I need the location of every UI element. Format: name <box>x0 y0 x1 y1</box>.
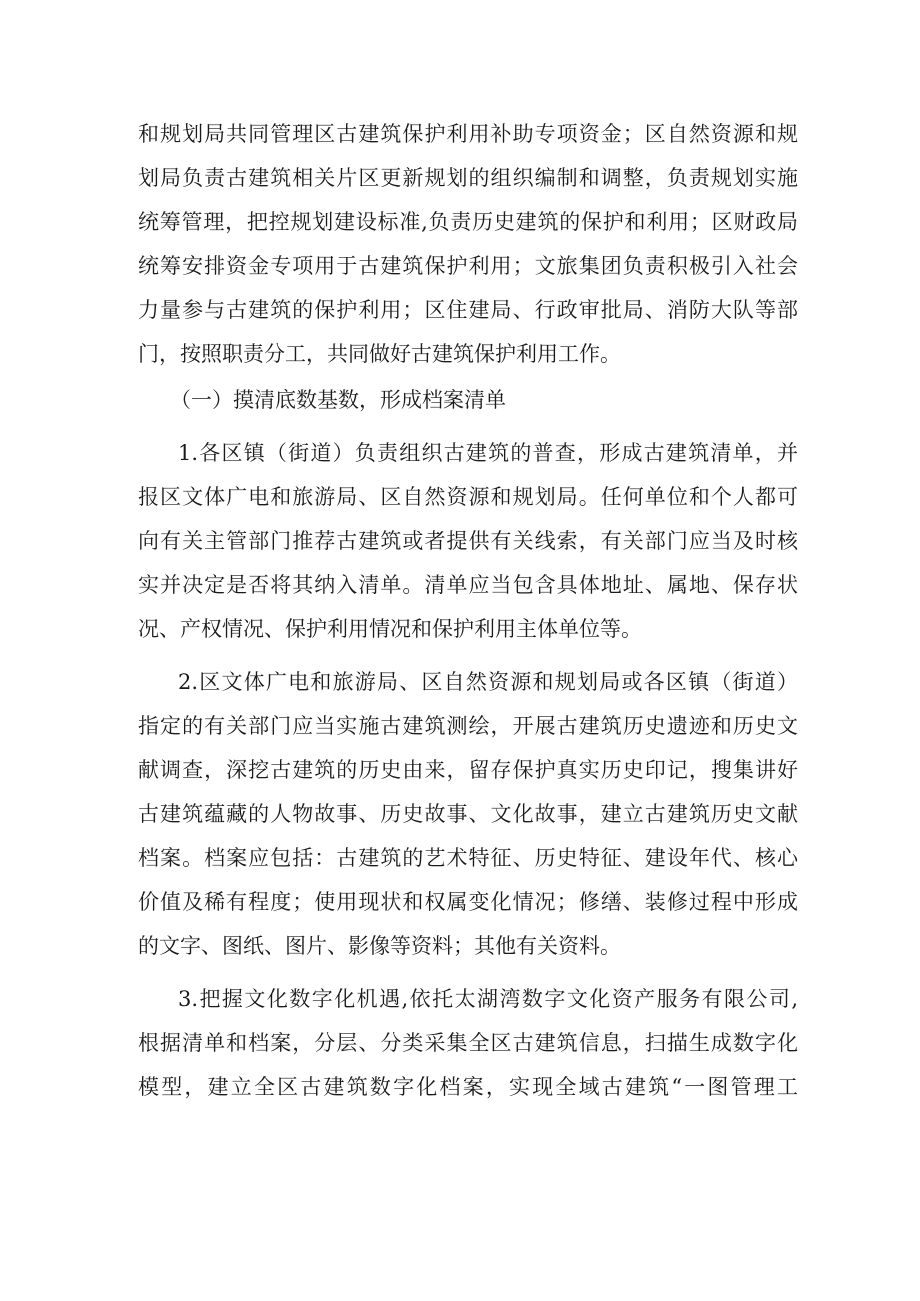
text-line: 统筹管理，把控规划建设标准,负责历史建筑的保护和利用；区财政局 <box>138 210 798 234</box>
text-line: 指定的有关部门应当实施古建筑测绘，开展古建筑历史遗迹和历史文 <box>138 714 798 738</box>
spacer <box>138 651 798 660</box>
text-line: 1.各区镇（街道）负责组织古建筑的普查，形成古建筑清单，并 <box>178 441 798 465</box>
text-line: 向有关主管部门推荐古建筑或者提供有关线索，有关部门应当及时核 <box>138 529 798 553</box>
text-line: 划局负责古建筑相关片区更新规划的组织编制和调整，负责规划实施 <box>138 166 798 190</box>
text-line: 价值及稀有程度；使用现状和权属变化情况；修缮、装修过程中形成 <box>138 890 798 914</box>
spacer <box>138 968 798 977</box>
text-line: 根据清单和档案，分层、分类采集全区古建筑信息，扫描生成数字化 <box>138 1031 798 1055</box>
text-line: 的文字、图纸、图片、影像等资料；其他有关资料。 <box>138 934 621 958</box>
text-line: 和规划局共同管理区古建筑保护利用补助专项资金；区自然资源和规 <box>138 122 798 146</box>
paragraph-item-3 <box>138 977 798 1109</box>
text-line: 报区文体广电和旅游局、区自然资源和规划局。任何单位和个人都可 <box>138 485 798 509</box>
text-line: 古建筑蕴藏的人物故事、历史故事、文化故事，建立古建筑历史文献 <box>138 802 798 826</box>
text-line: 2.区文体广电和旅游局、区自然资源和规划局或各区镇（街道） <box>178 670 798 694</box>
paragraph-continued <box>138 112 798 376</box>
text-line: 3.把握文化数字化机遇,依托太湖湾数字文化资产服务有限公司, <box>178 987 798 1011</box>
text-line: 献调查，深挖古建筑的历史由来，留存保护真实历史印记，搜集讲好 <box>138 758 798 782</box>
text-line: 力量参与古建筑的保护利用；区住建局、行政审批局、消防大队等部 <box>138 298 798 322</box>
text-line: 门，按照职责分工，共同做好古建筑保护利用工作。 <box>138 342 621 366</box>
paragraph-item-1 <box>138 431 798 651</box>
section-heading: （一）摸清底数基数，形成档案清单 <box>170 388 506 412</box>
text-line: 实并决定是否将其纳入清单。清单应当包含具体地址、属地、保存状 <box>138 573 798 597</box>
text-line: 统筹安排资金专项用于古建筑保护利用；文旅集团负责积极引入社会 <box>138 254 798 278</box>
text-line: 模型，建立全区古建筑数字化档案，实现全域古建筑“一图管理工 <box>138 1075 798 1099</box>
spacer <box>138 422 798 431</box>
text-line: 况、产权情况、保护利用情况和保护利用主体单位等。 <box>138 617 642 641</box>
text-line: 档案。档案应包括：古建筑的艺术特征、历史特征、建设年代、核心 <box>138 846 798 870</box>
document-body <box>138 112 798 1109</box>
paragraph-item-2 <box>138 660 798 968</box>
